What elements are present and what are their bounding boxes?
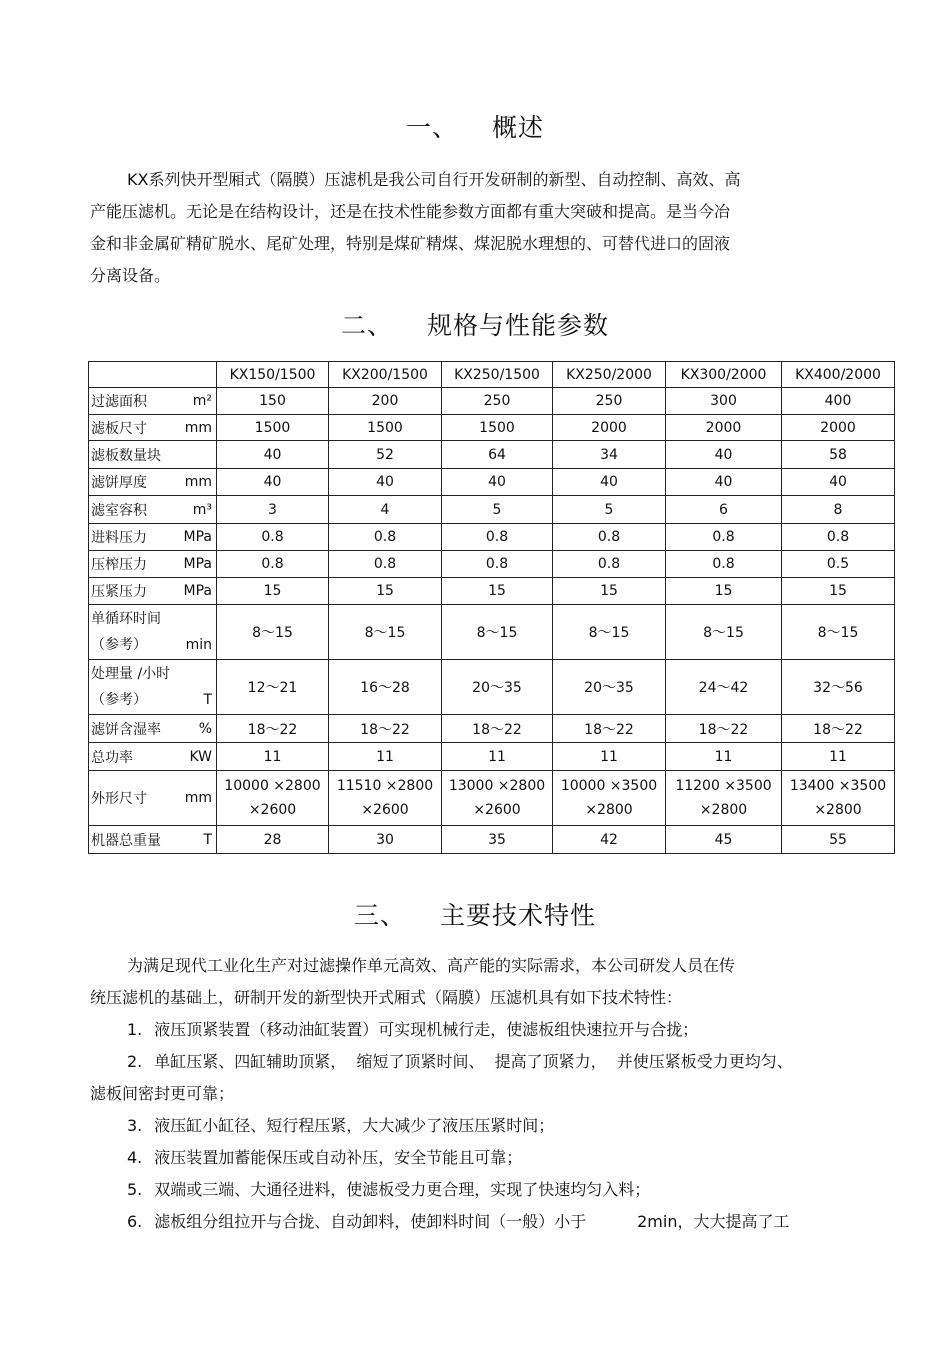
spec-value-cell: 15 [442, 578, 553, 605]
spec-row [89, 605, 895, 660]
spec-value-cell: 18～22 [329, 715, 442, 743]
unit-text: % [198, 720, 212, 737]
spec-value-cell: 11 [217, 743, 329, 771]
spec-value-cell: 18～22 [217, 715, 329, 743]
spec-value-cell: 40 [666, 441, 782, 469]
value-line: ×2600 [361, 802, 409, 818]
feature-item [127, 1206, 789, 1238]
value-line: 10000 ×3500 [560, 778, 658, 794]
spec-row-label [89, 415, 217, 441]
feature-text: 液压装置加蓄能保压或自动补压，安全节能且可靠； [154, 1148, 523, 1167]
spec-value-cell: 20～35 [553, 660, 666, 715]
label-line [91, 606, 212, 632]
spec-row-label [89, 524, 217, 551]
spec-value-cell: 11 [553, 743, 666, 771]
spec-value-cell: 0.8 [442, 551, 553, 578]
spec-value-cell: 40 [442, 469, 553, 496]
spec-value-cell [553, 771, 666, 826]
spec-row-label [89, 605, 217, 660]
label-text: 外形尺寸 [91, 791, 147, 807]
overview-line: 金和非金属矿精矿脱水、尾矿处理，特别是煤矿精煤、煤泥脱水理想的、可替代进口的固液 [90, 234, 731, 253]
spec-row-label [89, 743, 217, 771]
spec-header-row [89, 362, 895, 388]
spec-value-cell: 40 [553, 469, 666, 496]
feature-item [127, 1174, 650, 1206]
label-text: 滤饼厚度 [91, 475, 147, 491]
feature-text: 液压缸小缸径、短行程压紧，大大减少了液压压紧时间； [154, 1116, 555, 1135]
overview-line: 产能压滤机。无论是在结构设计，还是在技术性能参数方面都有重大突破和提高。是当今冶 [90, 202, 731, 221]
spec-value-cell: 8～15 [442, 605, 553, 660]
spec-value-cell: 11 [782, 743, 895, 771]
value-line: 11200 ×3500 [675, 778, 772, 794]
unit-text: mm [184, 419, 212, 436]
spec-value-cell: 0.5 [782, 551, 895, 578]
section-number: 一、 [405, 113, 458, 142]
spec-value-cell: 250 [442, 388, 553, 415]
model-header-cell: KX200/1500 [329, 362, 442, 388]
feature-text: 双端或三端、大通径进料，使滤板受力更合理，实现了快速均匀入料； [154, 1180, 651, 1199]
spec-value-cell: 40 [329, 469, 442, 496]
spec-row [89, 743, 895, 771]
spec-value-cell: 40 [666, 469, 782, 496]
feature-number: 3. [127, 1116, 143, 1135]
spec-value-cell: 2000 [782, 415, 895, 441]
spec-row-label [89, 771, 217, 826]
value-line: ×2800 [585, 802, 633, 818]
unit-text: T [203, 831, 212, 848]
feature-item [127, 1142, 522, 1174]
section-heading-overview [0, 108, 950, 144]
spec-value-cell: 52 [329, 441, 442, 469]
spec-row [89, 578, 895, 605]
feature-number: 5. [127, 1180, 143, 1199]
spec-value-cell: 30 [329, 826, 442, 854]
spec-row-label [89, 826, 217, 854]
spec-row-label [89, 715, 217, 743]
spec-value-cell: 200 [329, 388, 442, 415]
model-header-cell: KX300/2000 [666, 362, 782, 388]
section-number: 二、 [340, 311, 393, 340]
label-text: 过滤面积 [91, 394, 147, 410]
spec-value-cell [782, 771, 895, 826]
value-line: ×2800 [814, 802, 862, 818]
unit-text: T [203, 692, 212, 708]
spec-value-cell: 8～15 [217, 605, 329, 660]
spec-value-cell: 0.8 [782, 524, 895, 551]
features-intro-line: 为满足现代工业化生产对过滤操作单元高效、高产能的实际需求，本公司研发人员在传 [127, 956, 736, 975]
overview-line: 分离设备。 [90, 266, 171, 285]
feature-item [127, 1046, 793, 1078]
spec-value-cell: 55 [782, 826, 895, 854]
model-header-cell: KX400/2000 [782, 362, 895, 388]
spec-row [89, 771, 895, 826]
spec-value-cell: 1500 [329, 415, 442, 441]
spec-value-cell: 1500 [442, 415, 553, 441]
spec-value-cell: 18～22 [553, 715, 666, 743]
spec-value-cell: 8～15 [782, 605, 895, 660]
spec-row [89, 496, 895, 524]
spec-row-label [89, 469, 217, 496]
spec-value-cell: 0.8 [553, 524, 666, 551]
spec-row [89, 551, 895, 578]
label-text: 压紧压力 [91, 584, 147, 600]
spec-value-cell: 0.8 [329, 524, 442, 551]
spec-value-cell [442, 771, 553, 826]
feature-number: 2. [127, 1052, 143, 1071]
spec-value-cell: 1500 [217, 415, 329, 441]
spec-row [89, 441, 895, 469]
spec-row-label [89, 441, 217, 469]
overview-paragraph [90, 164, 870, 292]
spec-value-cell: 15 [782, 578, 895, 605]
features-intro-paragraph [90, 950, 870, 1014]
spec-value-cell: 4 [329, 496, 442, 524]
value-line: ×2600 [473, 802, 521, 818]
spec-row-label [89, 660, 217, 715]
spec-value-cell: 18～22 [666, 715, 782, 743]
spec-value-cell: 45 [666, 826, 782, 854]
spec-value-cell: 34 [553, 441, 666, 469]
model-header-cell: KX250/1500 [442, 362, 553, 388]
model-header-cell: KX250/2000 [553, 362, 666, 388]
spec-value-cell: 64 [442, 441, 553, 469]
spec-value-cell: 0.8 [329, 551, 442, 578]
spec-value-cell: 11 [666, 743, 782, 771]
spec-row [89, 660, 895, 715]
spec-value-cell: 8 [782, 496, 895, 524]
features-intro-line: 统压滤机的基础上，研制开发的新型快开式厢式（隔膜）压滤机具有如下技术特性： [90, 988, 683, 1007]
label-text: 滤板数量块 [91, 447, 161, 464]
section-title: 主要技术特性 [440, 901, 597, 930]
spec-value-cell: 11 [329, 743, 442, 771]
value-line: ×2600 [248, 802, 297, 818]
spec-value-cell: 0.8 [666, 524, 782, 551]
feature-number: 6. [127, 1212, 143, 1231]
spec-value-cell: 3 [217, 496, 329, 524]
spec-value-cell: 15 [217, 578, 329, 605]
spec-value-cell: 11 [442, 743, 553, 771]
value-line: 13400 ×3500 [789, 778, 887, 794]
spec-value-cell: 2000 [666, 415, 782, 441]
spec-value-cell: 15 [329, 578, 442, 605]
unit-text: m² [192, 393, 212, 409]
section-title: 概述 [492, 113, 545, 142]
spec-value-cell: 2000 [553, 415, 666, 441]
label-text: 滤板尺寸 [91, 420, 147, 437]
value-line: 13000 ×2800 [448, 778, 546, 794]
label-text: 滤饼含湿率 [91, 721, 161, 738]
unit-text: MPa [183, 583, 212, 599]
label-text: 机器总重量 [91, 832, 161, 849]
unit-text: MPa [183, 529, 212, 545]
label-text: 处理量 /小时 [91, 666, 171, 682]
feature-item [127, 1014, 698, 1046]
feature-number: 4. [127, 1148, 143, 1167]
label-text: （参考） [91, 692, 147, 708]
spec-value-cell: 8～15 [553, 605, 666, 660]
unit-text: KW [189, 748, 212, 765]
spec-value-cell: 0.8 [217, 551, 329, 578]
model-header-cell: KX150/1500 [217, 362, 329, 388]
spec-value-cell: 300 [666, 388, 782, 415]
overview-line: KX系列快开型厢式（隔膜）压滤机是我公司自行开发研制的新型、自动控制、高效、高 [127, 170, 741, 189]
spec-value-cell: 5 [553, 496, 666, 524]
unit-text: min [185, 637, 212, 653]
label-line [91, 632, 212, 658]
unit-text: mm [184, 474, 212, 490]
spec-value-cell: 0.8 [442, 524, 553, 551]
section-number: 三、 [353, 901, 406, 930]
unit-text: mm [184, 790, 212, 806]
section-title: 规格与性能参数 [427, 311, 610, 340]
spec-corner-cell [89, 362, 217, 388]
spec-value-cell: 18～22 [442, 715, 553, 743]
spec-value-cell: 8～15 [329, 605, 442, 660]
spec-row [89, 388, 895, 415]
spec-value-cell: 15 [553, 578, 666, 605]
unit-text: MPa [183, 556, 212, 572]
label-text: （参考） [91, 637, 147, 653]
spec-value-cell: 5 [442, 496, 553, 524]
spec-row [89, 415, 895, 441]
label-text: 滤室容积 [91, 502, 147, 519]
label-text: 进料压力 [91, 530, 147, 546]
feature-text: 滤板组分组拉开与合拢、自动卸料，使卸料时间（一般）小于 2min，大大提高了工 [154, 1212, 790, 1231]
spec-value-cell: 24～42 [666, 660, 782, 715]
spec-value-cell [666, 771, 782, 826]
unit-text: m³ [192, 501, 212, 518]
value-line: ×2800 [699, 802, 748, 818]
spec-value-cell: 28 [217, 826, 329, 854]
feature-item [127, 1110, 554, 1142]
spec-value-cell: 32～56 [782, 660, 895, 715]
label-text: 总功率 [91, 749, 133, 766]
spec-row-label [89, 496, 217, 524]
value-line: 11510 ×2800 [336, 778, 434, 794]
feature-text: 单缸压紧、四缸辅助顶紧， 缩短了顶紧时间、 提高了顶紧力， 并使压紧板受力更均匀、 [154, 1052, 793, 1071]
spec-row [89, 826, 895, 854]
spec-value-cell: 58 [782, 441, 895, 469]
spec-value-cell: 20～35 [442, 660, 553, 715]
spec-value-cell: 0.8 [217, 524, 329, 551]
spec-value-cell: 42 [553, 826, 666, 854]
spec-value-cell: 400 [782, 388, 895, 415]
spec-value-cell: 40 [217, 469, 329, 496]
label-line [91, 661, 212, 687]
label-line [91, 687, 212, 713]
spec-value-cell: 8～15 [666, 605, 782, 660]
label-text: 单循环时间 [91, 611, 161, 627]
spec-value-cell: 40 [217, 441, 329, 469]
feature-item-continuation: 滤板间密封更可靠； [90, 1084, 235, 1103]
spec-value-cell [329, 771, 442, 826]
spec-value-cell: 250 [553, 388, 666, 415]
spec-row-label [89, 388, 217, 415]
spec-row [89, 524, 895, 551]
spec-row-label [89, 578, 217, 605]
spec-row [89, 469, 895, 496]
spec-row [89, 715, 895, 743]
spec-value-cell: 18～22 [782, 715, 895, 743]
spec-table [88, 361, 895, 854]
spec-value-cell: 16～28 [329, 660, 442, 715]
spec-value-cell: 15 [666, 578, 782, 605]
spec-value-cell: 40 [782, 469, 895, 496]
spec-value-cell: 35 [442, 826, 553, 854]
spec-value-cell [217, 771, 329, 826]
spec-value-cell: 0.8 [666, 551, 782, 578]
section-heading-features [0, 896, 950, 932]
spec-row-label [89, 551, 217, 578]
section-heading-specs [0, 306, 950, 342]
feature-text: 液压顶紧装置（移动油缸装置）可实现机械行走，使滤板组快速拉开与合拢； [154, 1020, 699, 1039]
spec-value-cell: 0.8 [553, 551, 666, 578]
spec-value-cell: 12～21 [217, 660, 329, 715]
label-text: 压榨压力 [91, 557, 147, 573]
feature-number: 1. [127, 1020, 143, 1039]
spec-value-cell: 6 [666, 496, 782, 524]
value-line: 10000 ×2800 [224, 778, 321, 794]
spec-value-cell: 150 [217, 388, 329, 415]
